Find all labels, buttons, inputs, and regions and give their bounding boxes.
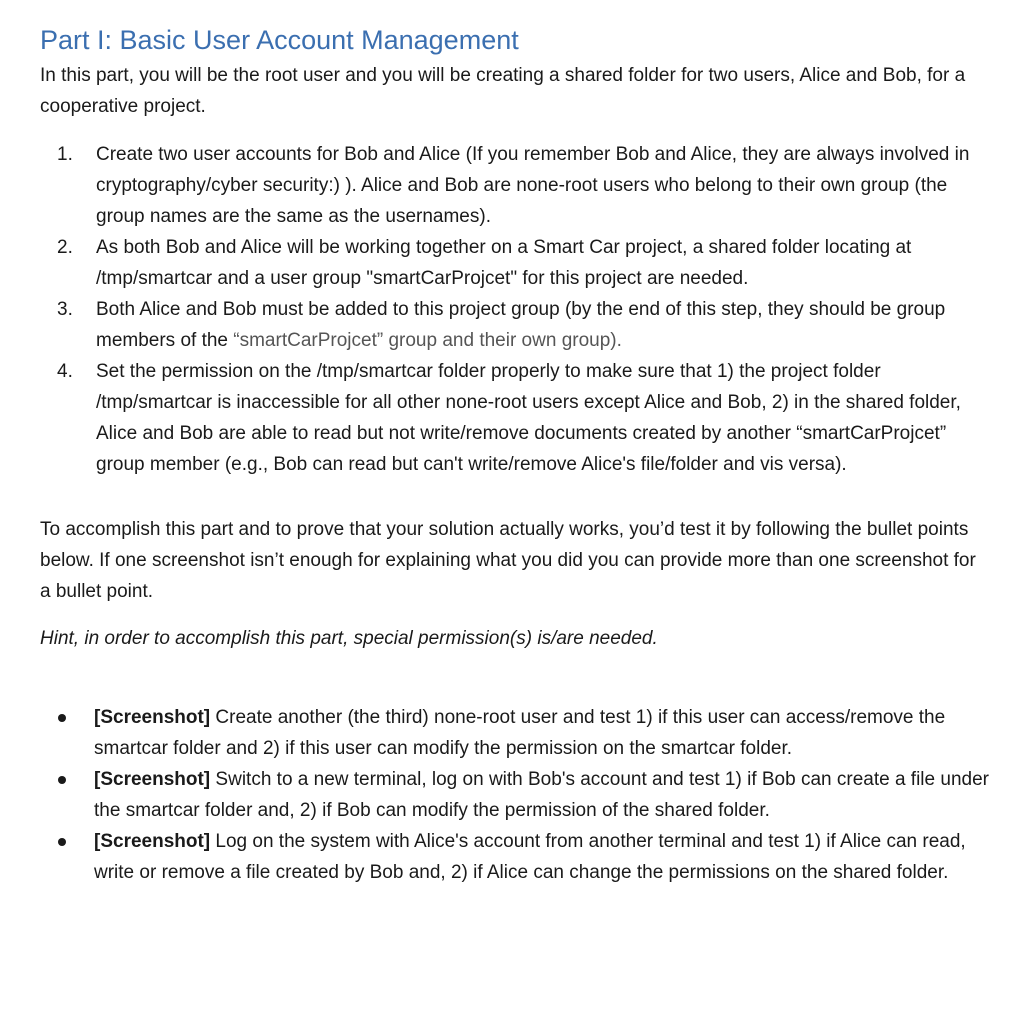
step-text-group-name: “smartCarProjcet” group and their own group). [233, 330, 622, 351]
bullet-text: Switch to a new terminal, log on with Bob's account and test 1) if Bob can create a file under the smartcar folder and, 2) if Bob can modify the permission of the shared folder. [94, 769, 989, 821]
document-page [40, 22, 990, 888]
hint-text: Hint, in order to accomplish this part, special permission(s) is/are needed. [40, 628, 658, 649]
section-heading: Part I: Basic User Account Management [40, 25, 519, 55]
bullet-item [40, 764, 990, 826]
bullet-tag: [Screenshot] [94, 707, 211, 728]
bullet-text: Log on the system with Alice's account from another terminal and test 1) if Alice can read, write or remove a file created by Bob and, 2) if Alice can change the permissions on the shared folder. [94, 831, 966, 883]
step-item [40, 232, 990, 294]
step-text: Both Alice and Bob must be added to this project group (by the end of this step, they should be group members of the [96, 299, 946, 351]
step-item [40, 294, 990, 356]
bullet-item [40, 826, 990, 888]
bullet-tag: [Screenshot] [94, 831, 211, 852]
instructions-paragraph: To accomplish this part and to prove that your solution actually works, you’d test it by following the bullet points below. If one screenshot isn’t enough for explaining what you did you can provide more than one screenshot for a bullet point. [40, 519, 976, 602]
step-text: Set the permission on the /tmp/smartcar folder properly to make sure that 1) the project folder /tmp/smartcar is inaccessible for all other none-root users except Alice and Bob, 2) in the shared folder, Alice and Bob are able to read but not write/remove documents created by another “smartCarProjcet” group member (e.g., Bob can read but can't write/remove Alice's file/folder and vis versa). [96, 361, 961, 475]
screenshot-bullets [40, 702, 990, 888]
bullet-dot-icon [58, 714, 66, 722]
bullet-dot-icon [58, 838, 66, 846]
step-number: 2. [57, 237, 73, 258]
step-text: As both Bob and Alice will be working together on a Smart Car project, a shared folder locating at /tmp/smartcar and a user group "smartCarProjcet" for this project are needed. [96, 237, 912, 289]
step-number: 1. [57, 144, 73, 165]
bullet-item [40, 702, 990, 764]
bullet-tag: [Screenshot] [94, 769, 211, 790]
step-number: 4. [57, 361, 73, 382]
bullet-text: Create another (the third) none-root user and test 1) if this user can access/remove the smartcar folder and 2) if this user can modify the permission on the smartcar folder. [94, 707, 946, 759]
step-text: Create two user accounts for Bob and Alice (If you remember Bob and Alice, they are always involved in cryptography/cyber security:) ). Alice and Bob are none-root users who belong to their own group (the group names are the same as the usernames). [96, 144, 970, 227]
step-number: 3. [57, 299, 73, 320]
bullet-dot-icon [58, 776, 66, 784]
steps-list [40, 139, 990, 480]
intro-paragraph: In this part, you will be the root user and you will be creating a shared folder for two users, Alice and Bob, for a cooperative project. [40, 65, 966, 117]
step-item [40, 139, 990, 232]
step-item [40, 356, 990, 480]
